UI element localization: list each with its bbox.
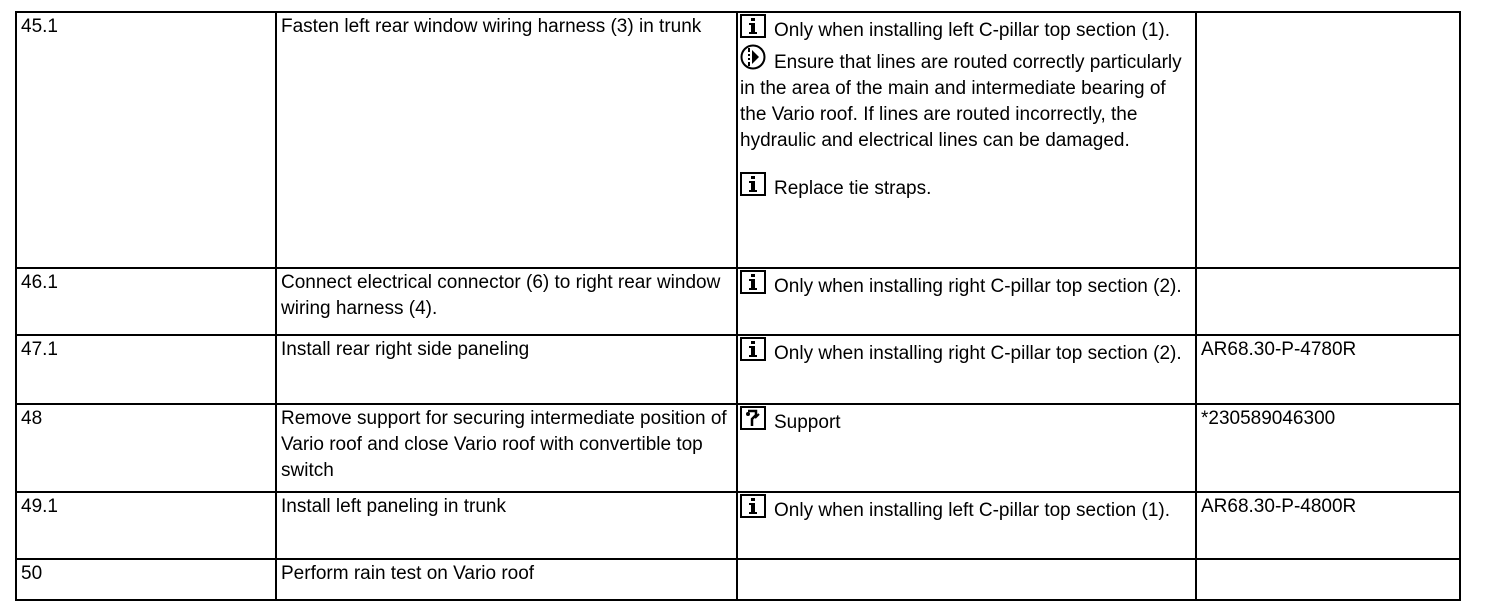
step-number: 49.1: [16, 492, 276, 559]
notes-cell: [737, 492, 1196, 559]
note: [740, 406, 1191, 436]
reference-cell: [1196, 268, 1460, 335]
action-text: Install rear right side paneling: [276, 335, 737, 404]
reference-cell: [1196, 12, 1460, 268]
note-text: Only when installing left C-pillar top section (1).: [774, 20, 1171, 41]
step-number: 47.1: [16, 335, 276, 404]
note: [740, 494, 1191, 524]
step-number: 46.1: [16, 268, 276, 335]
note: [740, 337, 1191, 367]
info-icon: [740, 494, 766, 518]
table-row: [16, 404, 1460, 492]
reference-cell: AR68.30-P-4780R: [1196, 335, 1460, 404]
note: [740, 14, 1191, 44]
note-text: Only when installing right C-pillar top section (2).: [774, 276, 1182, 297]
table-row: [16, 12, 1460, 268]
action-text: Perform rain test on Vario roof: [276, 559, 737, 600]
note: [740, 172, 1191, 202]
action-text: Remove support for securing intermediate position of Vario roof and close Vario roof with convertible top switch: [276, 404, 737, 492]
note-text: Only when installing left C-pillar top section (1).: [774, 500, 1171, 521]
note: [740, 44, 1191, 154]
note-text: Only when installing right C-pillar top section (2).: [774, 343, 1182, 364]
procedure-table: [15, 11, 1461, 601]
info-icon: [740, 337, 766, 361]
step-number: 50: [16, 559, 276, 600]
action-text: Install left paneling in trunk: [276, 492, 737, 559]
notes-cell: [737, 268, 1196, 335]
note-text: Replace tie straps.: [774, 178, 932, 199]
action-text: Fasten left rear window wiring harness (3) in trunk: [276, 12, 737, 268]
table-row: [16, 559, 1460, 600]
step-number: 48: [16, 404, 276, 492]
action-text: Connect electrical connector (6) to right rear window wiring harness (4).: [276, 268, 737, 335]
danger-circle-icon: [740, 44, 766, 70]
notes-cell: [737, 404, 1196, 492]
special-tool-icon: [740, 406, 766, 430]
info-icon: [740, 270, 766, 294]
table-row: [16, 492, 1460, 559]
step-number: 45.1: [16, 12, 276, 268]
table-row: [16, 335, 1460, 404]
info-icon: [740, 172, 766, 196]
note: [740, 270, 1191, 300]
note-text: Ensure that lines are routed correctly particularly in the area of the main and intermediate bearing of the Vario roof. If lines are routed incorrectly, the hydraulic and electrical lines can be damaged.: [740, 52, 1182, 151]
table-row: [16, 268, 1460, 335]
notes-cell: [737, 559, 1196, 600]
note-text: Support: [774, 412, 841, 433]
info-icon: [740, 14, 766, 38]
reference-cell: *230589046300: [1196, 404, 1460, 492]
reference-cell: [1196, 559, 1460, 600]
reference-cell: AR68.30-P-4800R: [1196, 492, 1460, 559]
notes-cell: [737, 335, 1196, 404]
notes-cell: [737, 12, 1196, 268]
